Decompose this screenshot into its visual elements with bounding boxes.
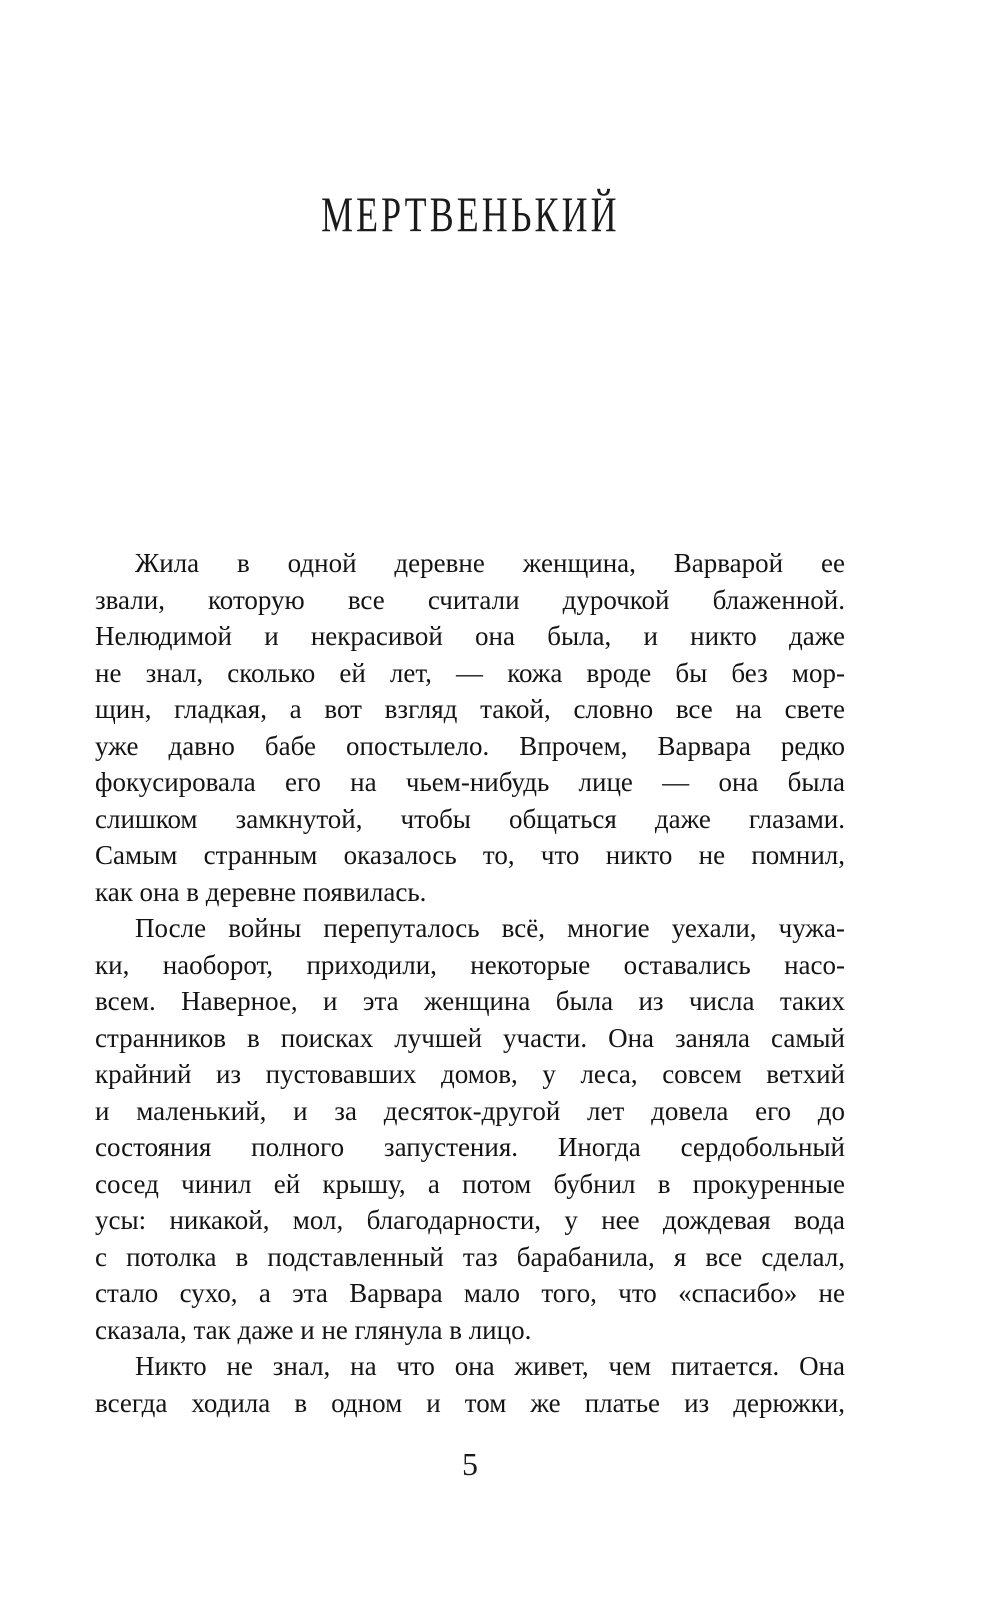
text-line: состояния полного запустения. Иногда сердобольный [95, 1132, 845, 1162]
chapter-title-container [95, 186, 845, 242]
text-line: сказала, так даже и не глянула в лицо. [95, 1314, 532, 1345]
text-line: слишком замкнутой, чтобы общаться даже глазами. [95, 803, 845, 834]
text-line: сосед чинил ей крышу, а потом бубнил в прокуренные [95, 1168, 845, 1199]
text-line: звали, которую все считали дурочкой блаженной. [95, 584, 845, 615]
text-line: всегда ходила в одном и том же платье из дерюжки, [95, 1387, 845, 1418]
paragraph-1 [95, 545, 845, 910]
text-line: не знал, сколько ей лет, — кожа вроде бы без мор- [95, 657, 845, 688]
text-line: и маленький, и за десяток-другой лет довела его до [95, 1095, 845, 1126]
text-line: крайний из пустовавших домов, у леса, совсем ветхий [95, 1059, 845, 1089]
text-line: фокусировала его на чьем-нибудь лице — она была [95, 767, 845, 797]
text-line: Никто не знал, на что она живет, чем питается. Она [135, 1351, 845, 1381]
text-line: как она в деревне появилась. [95, 876, 427, 907]
text-line: стало сухо, а эта Варвара мало того, что «спасибо» не [95, 1278, 845, 1308]
chapter-title: МЕРТВЕНЬКИЙ [320, 186, 620, 242]
paragraph-3 [95, 1348, 845, 1421]
text-line: ки, наоборот, приходили, некоторые оставались насо- [95, 949, 845, 980]
text-line: всем. Наверное, и эта женщина была из числа таких [95, 986, 845, 1016]
text-line: странников в поисках лучшей участи. Она заняла самый [95, 1022, 845, 1053]
body-text [95, 545, 845, 1421]
text-line: с потолка в подставленный таз барабанила, я все сделал, [95, 1241, 845, 1272]
page-number: 5 [462, 1446, 478, 1482]
text-line: Жила в одной деревне женщина, Варварой ее [135, 548, 845, 578]
text-line: уже давно бабе опостылело. Впрочем, Варвара редко [95, 730, 845, 761]
text-line: Самым странным оказалось то, что никто не помнил, [95, 840, 845, 870]
text-line: Нелюдимой и некрасивой она была, и никто даже [95, 621, 845, 651]
text-line: усы: никакой, мол, благодарности, у нее дождевая вода [95, 1205, 845, 1235]
paragraph-2 [95, 910, 845, 1348]
text-line: После войны перепуталось всё, многие уехали, чужа- [135, 913, 845, 943]
text-line: щин, гладкая, а вот взгляд такой, словно все на свете [95, 694, 845, 724]
